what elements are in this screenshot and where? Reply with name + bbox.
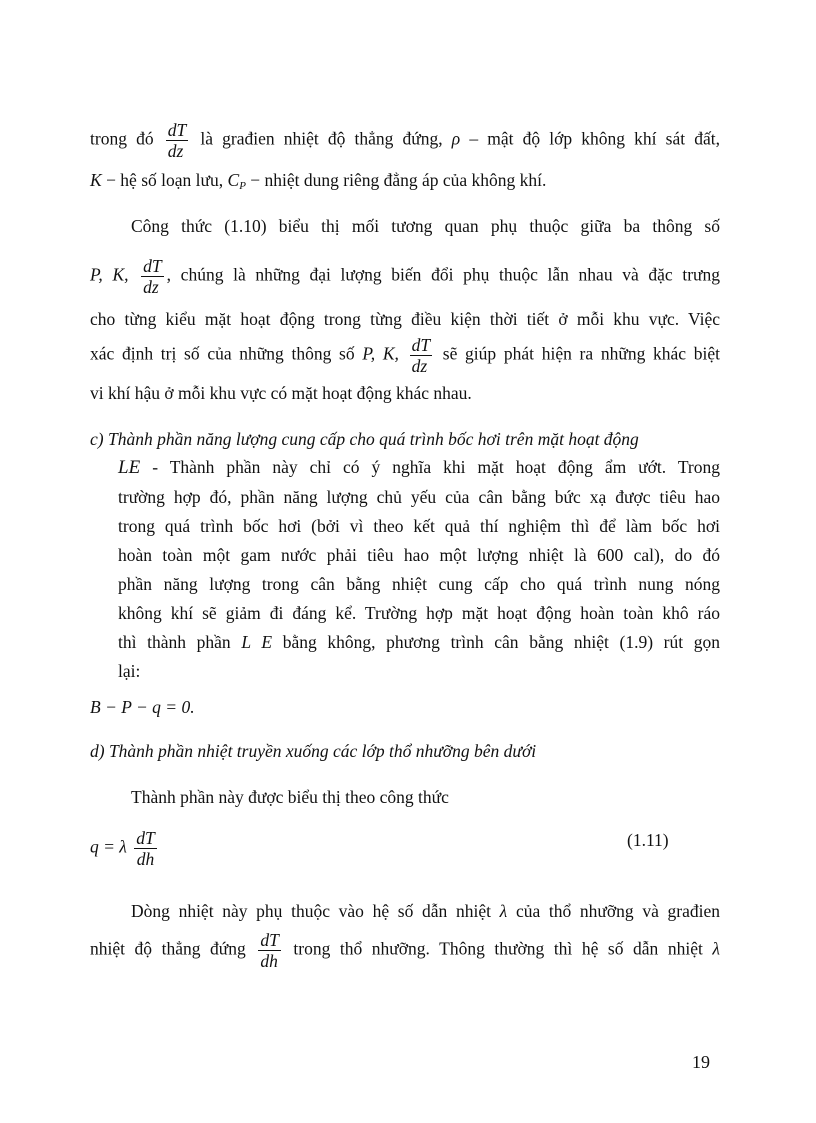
page-number: 19 <box>692 1052 710 1072</box>
equation-lhs: q = λ <box>90 836 127 857</box>
symbols: P, K, <box>90 264 129 285</box>
text-line-19: Thành phần này được biểu thị theo công thức <box>131 787 449 807</box>
cp-subscript: P <box>239 180 246 192</box>
text-line-7: vi khí hậu ở mỗi khu vực có mặt hoạt động khác nhau. <box>90 383 472 403</box>
text-line-1 <box>90 120 720 161</box>
equation-balance: B − P − q = 0. <box>90 697 195 717</box>
text: - Thành phần này chỉ có ý nghĩa khi mặt hoạt động ẩm ướt. Trong <box>152 457 720 477</box>
text: − hệ số loạn lưu, <box>106 170 224 190</box>
text: của thổ nhưỡng và građien <box>515 901 721 921</box>
section-heading-c: c) Thành phần năng lượng cung cấp cho quá trình bốc hơi trên mặt hoạt động <box>90 429 639 449</box>
fraction-dT-dz: $\frac{dT}{dz}$ <box>167 120 187 162</box>
text: sẽ giúp phát hiện ra những khác biệt <box>442 343 721 364</box>
text: – mật độ lớp không khí sát đất, <box>469 128 720 149</box>
le-symbol: LE <box>118 457 141 478</box>
fraction-dT-dh: $\frac{dT}{dh}$ <box>260 930 279 972</box>
text: nhiệt độ thẳng đứng <box>90 938 246 959</box>
equation-label: (1.11) <box>627 830 669 850</box>
text: trong đó <box>90 128 154 149</box>
lambda-symbol: λ <box>712 938 721 959</box>
text: , chúng là những đại lượng biến đổi phụ thuộc lẫn nhau và đặc trưng <box>166 264 721 285</box>
symbols: P, K, <box>362 343 399 364</box>
cp-symbol: C <box>227 170 240 190</box>
text-line-3: Công thức (1.10) biểu thị mối tương quan phụ thuộc giữa ba thông số <box>131 216 720 236</box>
text-line-22 <box>90 930 720 971</box>
text-line-13: phần năng lượng trong cân bằng nhiệt cung cấp cho quá trình nung nóng <box>118 574 720 594</box>
text-line-2 <box>90 170 720 192</box>
text: bằng không, phương trình cân bằng nhiệt (1.9) rút gọn <box>282 632 721 652</box>
text-line-14: không khí sẽ giảm đi đáng kể. Trường hợp mặt hoạt động hoàn toàn khô ráo <box>118 603 720 623</box>
text: là građien nhiệt độ thẳng đứng, <box>200 128 443 149</box>
le-symbol: L E <box>241 632 273 652</box>
fraction-dT-dz: $\frac{dT}{dz}$ <box>143 256 162 298</box>
text-line-21 <box>131 901 720 922</box>
fraction-dT-dh: $\frac{dT}{dh}$ <box>136 828 155 870</box>
text: − nhiệt dung riêng đẳng áp của không khí. <box>250 170 547 190</box>
text-line-12: hoàn toàn một gam nước phải tiêu hao một lượng nhiệt là 600 cal), do đó <box>118 545 720 565</box>
text-line-10: trường hợp đó, phần năng lượng chủ yếu của cân bằng bức xạ được tiêu hao <box>118 487 720 507</box>
text: xác định trị số của những thông số <box>90 343 355 364</box>
text: trong thổ nhưỡng. Thông thường thì hệ số dẫn nhiệt <box>293 938 703 959</box>
lambda-symbol: λ <box>499 901 508 921</box>
text: thì thành phần <box>118 632 231 652</box>
k-symbol: K <box>90 170 102 190</box>
text-line-9 <box>118 457 720 479</box>
text-line-16: lại: <box>118 661 141 681</box>
fraction-dT-dz: $\frac{dT}{dz}$ <box>411 335 431 377</box>
text: Dòng nhiệt này phụ thuộc vào hệ số dẫn nhiệt <box>131 901 491 921</box>
section-heading-d: d) Thành phần nhiệt truyền xuống các lớp thổ nhưỡng bên dưới <box>90 741 537 761</box>
rho-symbol: ρ <box>451 128 461 149</box>
text-line-15 <box>118 632 720 653</box>
text-line-11: trong quá trình bốc hơi (bởi vì theo kết quả thí nghiệm thì để làm bốc hơi <box>118 516 720 536</box>
equation-1-11 <box>90 828 720 869</box>
text-line-5: cho từng kiểu mặt hoạt động trong từng điều kiện thời tiết ở mỗi khu vực. Việc <box>90 309 720 329</box>
text-line-6 <box>90 335 720 376</box>
text-line-4 <box>90 256 720 297</box>
